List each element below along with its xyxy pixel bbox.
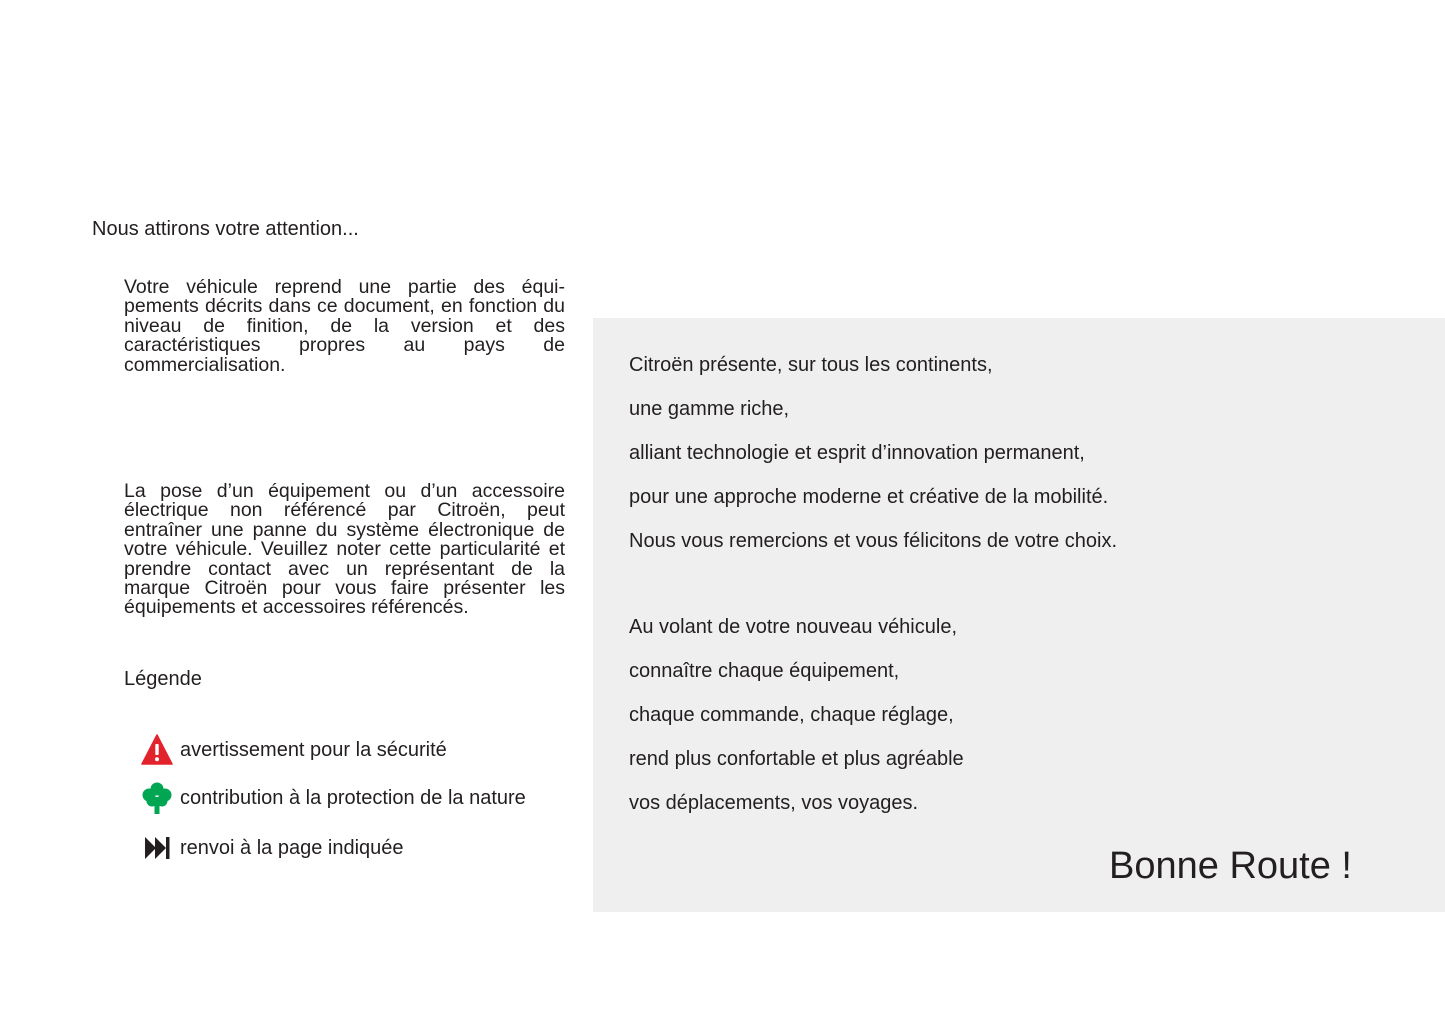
welcome-panel xyxy=(593,318,1445,912)
welcome-line: Au volant de votre nouveau véhicule, xyxy=(629,616,957,638)
electrical-accessory-warning-paragraph: La pose d’un équipement ou d’un accessoire électrique non référencé par Citroën, peut entraîner une panne du système électronique de votre véhicule. Veuillez noter cette particularité et prendre contact avec un représentant de la marque Citroën pour vous faire présenter les équipements et accessoires référencés. xyxy=(124,480,565,619)
equipment-notice-paragraph: Votre véhicule reprend une partie des équipements décrits dans ce document, en fonction du niveau de finition, de la version et des caractéristiques propres au pays de commercialisation. xyxy=(124,276,565,376)
welcome-line: une gamme riche, xyxy=(629,398,790,420)
tree-icon xyxy=(140,781,174,815)
legend-label-page-reference: renvoi à la page indiquée xyxy=(180,837,404,859)
welcome-line: rend plus confortable et plus agréable xyxy=(629,748,964,770)
legend-item-safety xyxy=(140,733,447,767)
welcome-line: chaque commande, chaque réglage, xyxy=(629,704,954,726)
fast-forward-icon xyxy=(140,831,174,865)
legend-label-safety: avertissement pour la sécurité xyxy=(180,739,447,761)
legend-item-page-reference xyxy=(140,831,404,865)
legend-item-nature xyxy=(140,781,526,815)
welcome-line: pour une approche moderne et créative de la mobilité. xyxy=(629,486,1109,508)
welcome-line: alliant technologie et esprit d’innovation permanent, xyxy=(629,442,1085,464)
welcome-line: Citroën présente, sur tous les continents, xyxy=(629,354,993,376)
attention-title: Nous attirons votre attention... xyxy=(92,218,359,240)
warning-triangle-icon xyxy=(140,733,174,767)
welcome-line: connaître chaque équipement, xyxy=(629,660,900,682)
welcome-line: vos déplacements, vos voyages. xyxy=(629,792,919,814)
legend-label-nature: contribution à la protection de la nature xyxy=(180,787,526,809)
bonne-route-closing: Bonne Route ! xyxy=(1109,845,1352,887)
welcome-line: Nous vous remercions et vous félicitons de votre choix. xyxy=(629,530,1117,552)
legend-title: Légende xyxy=(124,668,202,690)
